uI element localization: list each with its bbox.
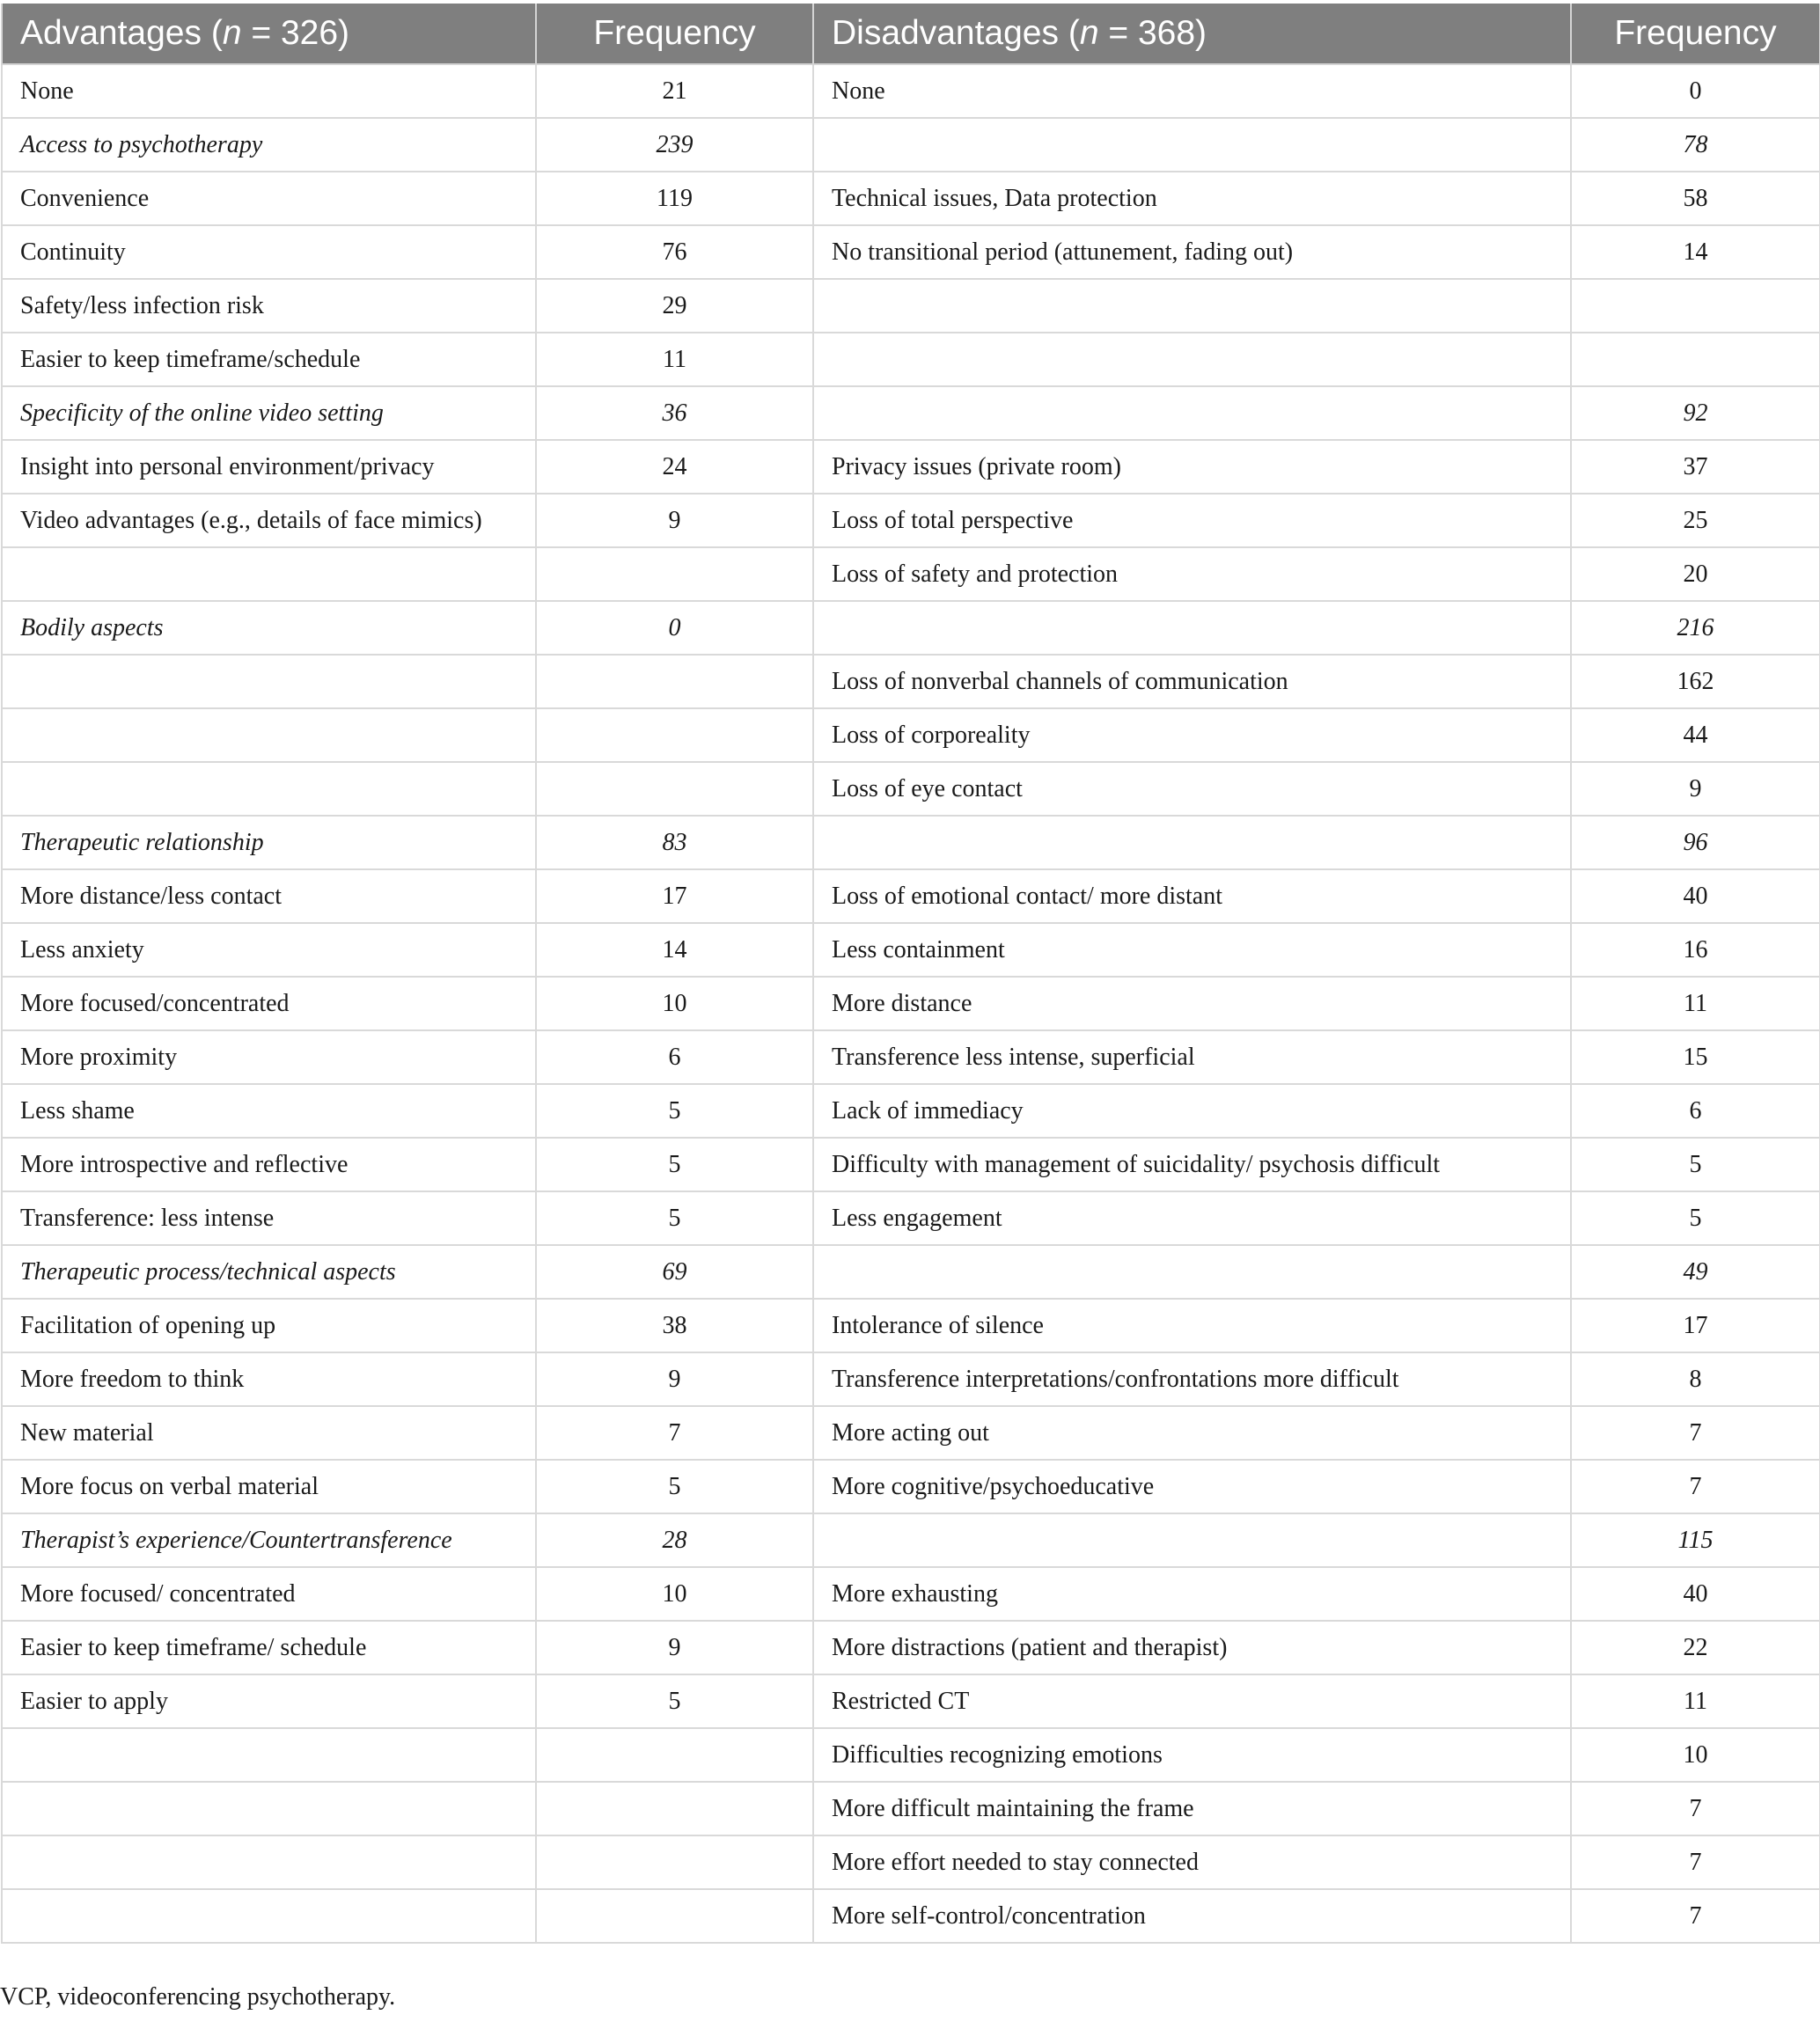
disadvantage-frequency-cell: 15 xyxy=(1571,1030,1820,1084)
table-row xyxy=(2,172,1820,225)
advantage-cell: Safety/less infection risk xyxy=(2,279,536,333)
disadvantage-frequency-cell: 78 xyxy=(1571,118,1820,172)
table-row xyxy=(2,977,1820,1030)
advantage-cell: More focused/concentrated xyxy=(2,977,536,1030)
advantage-cell: New material xyxy=(2,1406,536,1460)
disadvantage-frequency-cell: 5 xyxy=(1571,1138,1820,1191)
disadvantage-frequency-cell: 14 xyxy=(1571,225,1820,279)
advantage-frequency-cell xyxy=(536,1835,813,1889)
disadvantage-cell: More effort needed to stay connected xyxy=(813,1835,1571,1889)
advantage-frequency-cell xyxy=(536,1728,813,1782)
advantage-frequency-cell: 69 xyxy=(536,1245,813,1299)
advantage-cell: Insight into personal environment/privacy xyxy=(2,440,536,494)
disadvantage-cell: Difficulty with management of suicidality/ psychosis difficult xyxy=(813,1138,1571,1191)
header-disadvantages-n-symbol: n xyxy=(1079,14,1099,52)
disadvantage-cell: No transitional period (attunement, fading out) xyxy=(813,225,1571,279)
disadvantage-cell xyxy=(813,1245,1571,1299)
advantage-frequency-cell xyxy=(536,547,813,601)
table-row xyxy=(2,1674,1820,1728)
table-row xyxy=(2,923,1820,977)
advantage-cell: Less anxiety xyxy=(2,923,536,977)
table-row xyxy=(2,64,1820,118)
disadvantage-frequency-cell xyxy=(1571,333,1820,386)
table-header xyxy=(2,4,1820,64)
advantage-frequency-cell: 83 xyxy=(536,816,813,869)
table-row xyxy=(2,1621,1820,1674)
advantage-cell: More focused/ concentrated xyxy=(2,1567,536,1621)
table-row xyxy=(2,1460,1820,1513)
advantage-cell: More focus on verbal material xyxy=(2,1460,536,1513)
disadvantage-cell: Loss of safety and protection xyxy=(813,547,1571,601)
disadvantage-frequency-cell: 7 xyxy=(1571,1406,1820,1460)
advantage-frequency-cell: 17 xyxy=(536,869,813,923)
table-section-row xyxy=(2,1245,1820,1299)
table-row xyxy=(2,1782,1820,1835)
advantage-frequency-cell: 0 xyxy=(536,601,813,655)
advantage-frequency-cell xyxy=(536,1782,813,1835)
disadvantage-cell: None xyxy=(813,64,1571,118)
advantage-frequency-cell: 14 xyxy=(536,923,813,977)
disadvantage-frequency-cell: 16 xyxy=(1571,923,1820,977)
disadvantage-frequency-cell: 25 xyxy=(1571,494,1820,547)
table-row xyxy=(2,869,1820,923)
advantage-frequency-cell: 119 xyxy=(536,172,813,225)
advantage-frequency-cell: 5 xyxy=(536,1138,813,1191)
disadvantage-frequency-cell: 11 xyxy=(1571,1674,1820,1728)
advantages-disadvantages-table xyxy=(1,4,1820,1944)
disadvantage-frequency-cell: 162 xyxy=(1571,655,1820,708)
table-row xyxy=(2,494,1820,547)
advantage-cell xyxy=(2,1782,536,1835)
advantage-cell: Easier to keep timeframe/schedule xyxy=(2,333,536,386)
table-section-row xyxy=(2,601,1820,655)
disadvantage-frequency-cell: 40 xyxy=(1571,869,1820,923)
disadvantage-cell: Difficulties recognizing emotions xyxy=(813,1728,1571,1782)
disadvantage-cell: Lack of immediacy xyxy=(813,1084,1571,1138)
advantage-cell xyxy=(2,762,536,816)
disadvantage-frequency-cell: 40 xyxy=(1571,1567,1820,1621)
disadvantage-cell: More exhausting xyxy=(813,1567,1571,1621)
header-frequency-left: Frequency xyxy=(536,4,813,64)
table-section-row xyxy=(2,816,1820,869)
advantage-cell: Bodily aspects xyxy=(2,601,536,655)
table-row xyxy=(2,225,1820,279)
advantage-frequency-cell: 38 xyxy=(536,1299,813,1352)
disadvantage-cell: Loss of total perspective xyxy=(813,494,1571,547)
header-advantages xyxy=(2,4,536,64)
advantage-frequency-cell xyxy=(536,655,813,708)
advantage-frequency-cell: 10 xyxy=(536,977,813,1030)
advantage-frequency-cell: 10 xyxy=(536,1567,813,1621)
advantage-frequency-cell xyxy=(536,762,813,816)
table-row xyxy=(2,547,1820,601)
table-row xyxy=(2,708,1820,762)
disadvantage-cell xyxy=(813,333,1571,386)
table-row xyxy=(2,1728,1820,1782)
advantage-cell: More proximity xyxy=(2,1030,536,1084)
advantage-cell: Video advantages (e.g., details of face mimics) xyxy=(2,494,536,547)
table-row xyxy=(2,1889,1820,1943)
header-disadvantages-n-value: = 368) xyxy=(1098,14,1207,52)
disadvantage-frequency-cell: 7 xyxy=(1571,1889,1820,1943)
header-disadvantages xyxy=(813,4,1571,64)
table-row xyxy=(2,1835,1820,1889)
advantage-cell: Facilitation of opening up xyxy=(2,1299,536,1352)
advantage-frequency-cell: 29 xyxy=(536,279,813,333)
table-row xyxy=(2,279,1820,333)
table-container xyxy=(0,4,1820,1944)
disadvantage-cell: Privacy issues (private room) xyxy=(813,440,1571,494)
disadvantage-cell xyxy=(813,1513,1571,1567)
disadvantage-cell xyxy=(813,279,1571,333)
advantage-cell: Therapeutic process/technical aspects xyxy=(2,1245,536,1299)
advantage-frequency-cell: 9 xyxy=(536,494,813,547)
advantage-cell: Continuity xyxy=(2,225,536,279)
disadvantage-frequency-cell: 92 xyxy=(1571,386,1820,440)
disadvantage-frequency-cell: 22 xyxy=(1571,1621,1820,1674)
table-section-row xyxy=(2,118,1820,172)
disadvantage-frequency-cell: 37 xyxy=(1571,440,1820,494)
disadvantage-frequency-cell: 49 xyxy=(1571,1245,1820,1299)
disadvantage-cell: More distractions (patient and therapist) xyxy=(813,1621,1571,1674)
disadvantage-frequency-cell: 6 xyxy=(1571,1084,1820,1138)
advantage-frequency-cell: 76 xyxy=(536,225,813,279)
advantage-cell xyxy=(2,708,536,762)
advantage-frequency-cell: 6 xyxy=(536,1030,813,1084)
disadvantage-cell xyxy=(813,118,1571,172)
disadvantage-cell: Less containment xyxy=(813,923,1571,977)
table-body xyxy=(2,64,1820,1943)
disadvantage-frequency-cell: 9 xyxy=(1571,762,1820,816)
advantage-frequency-cell: 36 xyxy=(536,386,813,440)
advantage-cell: Therapist’s experience/Countertransference xyxy=(2,1513,536,1567)
disadvantage-cell: Technical issues, Data protection xyxy=(813,172,1571,225)
advantage-frequency-cell: 5 xyxy=(536,1674,813,1728)
table-row xyxy=(2,762,1820,816)
advantage-frequency-cell: 5 xyxy=(536,1460,813,1513)
disadvantage-frequency-cell: 7 xyxy=(1571,1835,1820,1889)
advantage-frequency-cell: 5 xyxy=(536,1084,813,1138)
advantage-cell: Less shame xyxy=(2,1084,536,1138)
advantage-frequency-cell xyxy=(536,1889,813,1943)
table-row xyxy=(2,1406,1820,1460)
disadvantage-cell: Loss of nonverbal channels of communication xyxy=(813,655,1571,708)
advantage-cell xyxy=(2,1835,536,1889)
table-row xyxy=(2,1352,1820,1406)
advantage-cell: Access to psychotherapy xyxy=(2,118,536,172)
table-section-row xyxy=(2,386,1820,440)
disadvantage-cell: More difficult maintaining the frame xyxy=(813,1782,1571,1835)
disadvantage-cell: More self-control/concentration xyxy=(813,1889,1571,1943)
advantage-frequency-cell: 9 xyxy=(536,1352,813,1406)
disadvantage-cell xyxy=(813,816,1571,869)
disadvantage-cell: More distance xyxy=(813,977,1571,1030)
disadvantage-cell: More acting out xyxy=(813,1406,1571,1460)
disadvantage-frequency-cell: 96 xyxy=(1571,816,1820,869)
disadvantage-cell: More cognitive/psychoeducative xyxy=(813,1460,1571,1513)
table-row xyxy=(2,1138,1820,1191)
advantage-frequency-cell: 11 xyxy=(536,333,813,386)
advantage-cell xyxy=(2,1728,536,1782)
advantage-frequency-cell: 9 xyxy=(536,1621,813,1674)
disadvantage-frequency-cell: 44 xyxy=(1571,708,1820,762)
disadvantage-cell: Restricted CT xyxy=(813,1674,1571,1728)
table-row xyxy=(2,1299,1820,1352)
disadvantage-frequency-cell: 5 xyxy=(1571,1191,1820,1245)
disadvantage-frequency-cell: 8 xyxy=(1571,1352,1820,1406)
disadvantage-frequency-cell: 11 xyxy=(1571,977,1820,1030)
advantage-frequency-cell: 5 xyxy=(536,1191,813,1245)
advantage-frequency-cell: 239 xyxy=(536,118,813,172)
header-advantages-n-value: = 326) xyxy=(241,14,350,52)
disadvantage-frequency-cell: 7 xyxy=(1571,1460,1820,1513)
table-row xyxy=(2,1191,1820,1245)
disadvantage-frequency-cell: 115 xyxy=(1571,1513,1820,1567)
advantage-frequency-cell: 28 xyxy=(536,1513,813,1567)
advantage-cell xyxy=(2,1889,536,1943)
advantage-cell: Therapeutic relationship xyxy=(2,816,536,869)
disadvantage-frequency-cell: 10 xyxy=(1571,1728,1820,1782)
table-row xyxy=(2,440,1820,494)
header-disadvantages-prefix: Disadvantages ( xyxy=(832,14,1080,52)
header-advantages-n-symbol: n xyxy=(222,14,242,52)
disadvantage-cell: Loss of eye contact xyxy=(813,762,1571,816)
advantage-frequency-cell: 21 xyxy=(536,64,813,118)
header-advantages-prefix: Advantages ( xyxy=(20,14,223,52)
disadvantage-frequency-cell: 17 xyxy=(1571,1299,1820,1352)
table-row xyxy=(2,333,1820,386)
advantage-cell xyxy=(2,655,536,708)
table-row xyxy=(2,655,1820,708)
disadvantage-cell: Loss of corporeality xyxy=(813,708,1571,762)
advantage-cell: Convenience xyxy=(2,172,536,225)
advantage-cell: Transference: less intense xyxy=(2,1191,536,1245)
advantage-cell: None xyxy=(2,64,536,118)
table-row xyxy=(2,1084,1820,1138)
disadvantage-cell: Transference less intense, superficial xyxy=(813,1030,1571,1084)
disadvantage-frequency-cell: 7 xyxy=(1571,1782,1820,1835)
advantage-cell: More distance/less contact xyxy=(2,869,536,923)
disadvantage-frequency-cell: 0 xyxy=(1571,64,1820,118)
disadvantage-cell: Less engagement xyxy=(813,1191,1571,1245)
disadvantage-cell: Transference interpretations/confrontations more difficult xyxy=(813,1352,1571,1406)
disadvantage-frequency-cell: 216 xyxy=(1571,601,1820,655)
header-frequency-right: Frequency xyxy=(1571,4,1820,64)
disadvantage-cell xyxy=(813,601,1571,655)
advantage-frequency-cell: 7 xyxy=(536,1406,813,1460)
advantage-frequency-cell xyxy=(536,708,813,762)
header-row xyxy=(2,4,1820,64)
advantage-cell: Easier to keep timeframe/ schedule xyxy=(2,1621,536,1674)
disadvantage-cell: Intolerance of silence xyxy=(813,1299,1571,1352)
disadvantage-frequency-cell xyxy=(1571,279,1820,333)
advantage-frequency-cell: 24 xyxy=(536,440,813,494)
advantage-cell: Specificity of the online video setting xyxy=(2,386,536,440)
table-section-row xyxy=(2,1513,1820,1567)
disadvantage-frequency-cell: 58 xyxy=(1571,172,1820,225)
disadvantage-cell: Loss of emotional contact/ more distant xyxy=(813,869,1571,923)
table-row xyxy=(2,1030,1820,1084)
disadvantage-cell xyxy=(813,386,1571,440)
advantage-cell: More introspective and reflective xyxy=(2,1138,536,1191)
table-row xyxy=(2,1567,1820,1621)
advantage-cell: More freedom to think xyxy=(2,1352,536,1406)
advantage-cell: Easier to apply xyxy=(2,1674,536,1728)
advantage-cell xyxy=(2,547,536,601)
disadvantage-frequency-cell: 20 xyxy=(1571,547,1820,601)
table-footnote: VCP, videoconferencing psychotherapy. xyxy=(0,1983,396,2011)
